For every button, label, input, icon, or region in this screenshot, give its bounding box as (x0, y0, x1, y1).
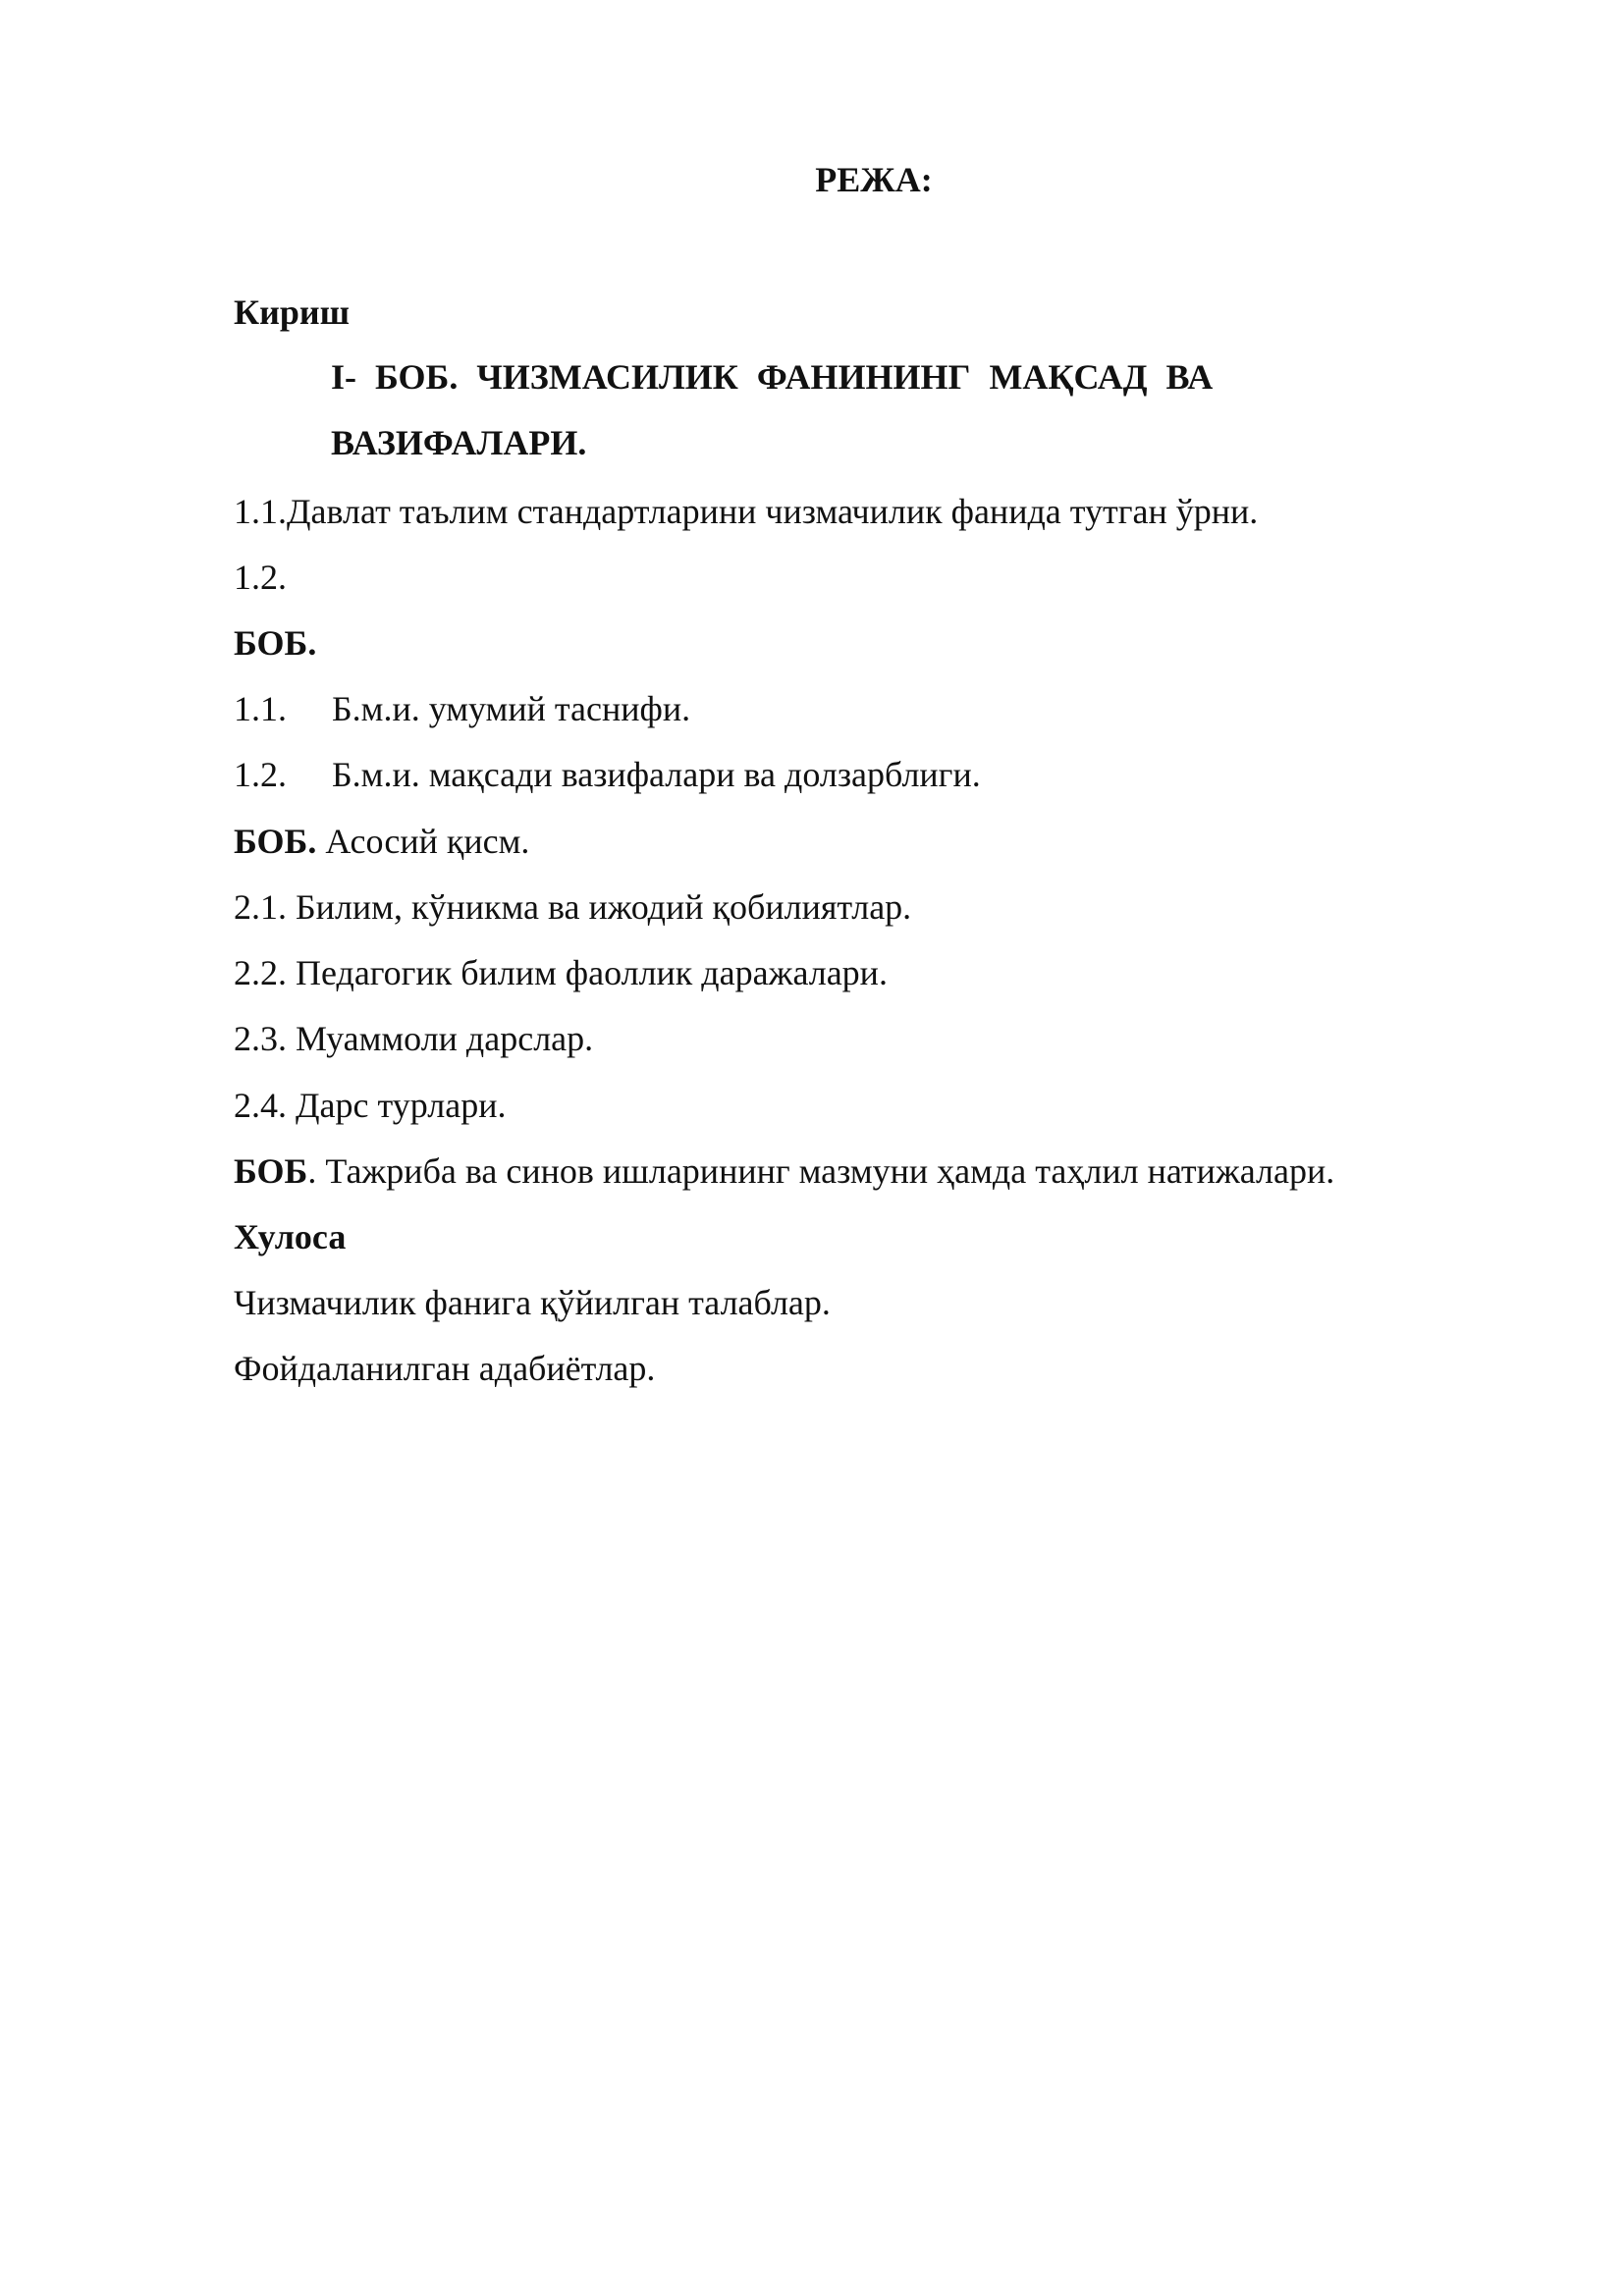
chapter-1-title-line-1: I- БОБ. ЧИЗМАСИЛИК ФАНИНИНГ МАҚСАД ВА (331, 357, 1214, 397)
toc-subitem-1-1 (234, 691, 690, 726)
chapter-heading-c (234, 1153, 1334, 1189)
references-item: Фойдаланилган адабиётлар. (234, 1349, 656, 1388)
chapter-heading-a: БОБ. (234, 623, 317, 663)
intro-heading: Кириш (234, 293, 351, 332)
chapter-label: БОБ (234, 1151, 308, 1191)
toc-item-1-2: 1.2. (234, 558, 287, 597)
conclusion-heading: Хулоса (234, 1217, 347, 1256)
subitem-number: 1.1. (234, 689, 287, 728)
chapter-text: . Тажриба ва синов ишларининг мазмуни ҳамда таҳлил натижалари. (307, 1151, 1335, 1191)
chapter-1-title-line-2: ВАЗИФАЛАРИ. (331, 423, 587, 462)
toc-subitem-1-2 (234, 757, 981, 792)
toc-item-2-4: 2.4. Дарс турлари. (234, 1086, 507, 1125)
chapter-text: Асосий қисм. (316, 822, 530, 861)
toc-item-2-3: 2.3. Муаммоли дарслар. (234, 1019, 594, 1058)
subitem-number: 1.2. (234, 755, 287, 794)
chapter-heading-b (234, 824, 529, 859)
toc-item-2-2: 2.2. Педагогик билим фаоллик даражалари. (234, 953, 888, 992)
page-title: РЕЖА: (815, 160, 933, 199)
subitem-text: Б.м.и. умумий таснифи. (332, 689, 691, 728)
toc-item-1-1: 1.1.Давлат таълим стандартларини чизмачилик фанида тутган ўрни. (234, 492, 1259, 531)
subitem-text: Б.м.и. мақсади вазифалари ва долзарблиги. (332, 755, 981, 794)
toc-item-2-1: 2.1. Билим, кўникма ва ижодий қобилиятлар. (234, 887, 912, 927)
requirements-item: Чизмачилик фанига қўйилган талаблар. (234, 1283, 831, 1322)
chapter-label: БОБ. (234, 822, 317, 861)
